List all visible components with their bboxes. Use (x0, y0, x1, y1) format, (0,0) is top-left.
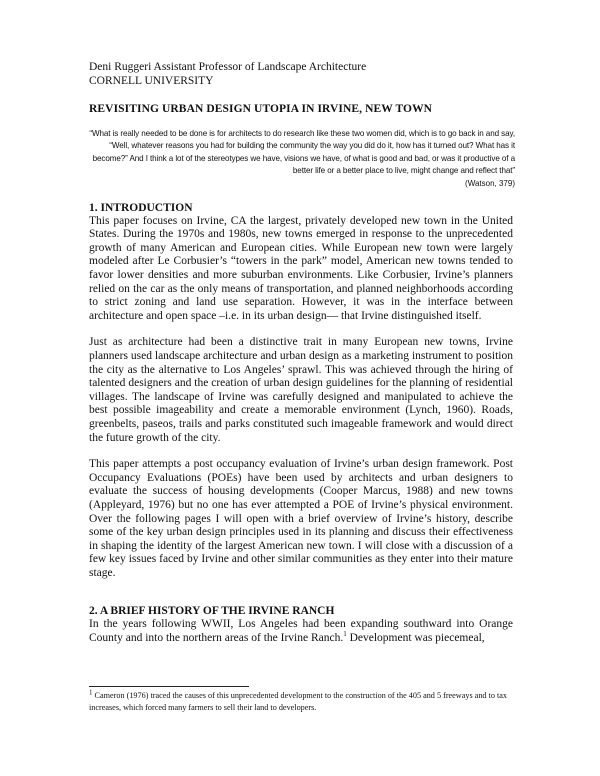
section-heading-introduction: 1. INTRODUCTION (89, 201, 193, 214)
paragraph: This paper focuses on Irvine, CA the largest, privately developed new town in the United States. During the 1970s and 1980s, new towns emerged in response to the unprecedented growth of many American and European cities. While European new town were largely modeled after Le Corbusier’s “towers in the park” model, American new towns tended to favor lower densities and more suburban environments. Like Corbusier, Irvine’s planners relied on the car as the only means of transportation, and planned neighborhoods according to strict zoning and land use separation. However, it was in the interface between architecture and open space –i.e. in its urban design— that Irvine distinguished itself. (89, 214, 513, 322)
paper-page (89, 60, 513, 646)
footnote-mark: 1 (89, 688, 93, 697)
paragraph (89, 618, 513, 645)
section-heading-history: 2. A BRIEF HISTORY OF THE IRVINE RANCH (89, 605, 335, 618)
paragraph-text: Development was piecemeal, (346, 632, 485, 645)
paper-title: REVISITING URBAN DESIGN UTOPIA IN IRVINE, NEW TOWN (89, 103, 433, 115)
epigraph-source: (Watson, 379) (465, 178, 515, 188)
paragraph: This paper attempts a post occupancy evaluation of Irvine’s urban design framework. Post Occupancy Evaluations (POEs) have been used by architects and urban designers to evaluate the success of housing developments (Cooper Marcus, 1988) and new towns (Appleyard, 1976) but no one has ever attempted a POE of Irvine’s physical environment. Over the following pages I will open with a brief overview of Irvine’s history, describe some of the key urban design principles used in its planning and discuss their effectiveness in shaping the identity of the largest American new town. I will close with a discussion of a few key issues faced by Irvine and other similar communities as they enter into their mature stage. (89, 458, 513, 579)
epigraph-quote: “What is really needed to be done is for architects to do research like these two women did, which is to go back in and say, “Well, whatever reasons you had for building the community the way you did do it, how has it turned out? What has it become?” And I think a lot of the stereotypes we have, visions we have, of what is good and bad, or was it productive of a better life or a better place to live, might change and reflect that” (89, 129, 515, 176)
footnote-reference[interactable]: 1 (343, 630, 347, 639)
author-line: Deni Ruggeri Assistant Professor of Landscape Architecture (89, 61, 367, 73)
affiliation-line: CORNELL UNIVERSITY (89, 75, 214, 87)
paragraph-text: In the years following WWII, Los Angeles had been expanding southward into Orange County and into the northern areas of the Irvine Ranch. (89, 618, 513, 645)
footnote (89, 690, 513, 713)
footnote-divider (89, 686, 249, 687)
paragraph: Just as architecture had been a distinctive trait in many European new towns, Irvine planners used landscape architecture and urban design as a marketing instrument to position the city as the alternative to Los Angeles’ sprawl. This was achieved through the hiring of talented designers and the creation of urban design guidelines for the planning of residential villages. The landscape of Irvine was carefully designed and manipulated to achieve the best possible imageability and create a memorable environment (Lynch, 1960). Roads, greenbelts, paseos, trails and parks constituted such imageable framework and would direct the future growth of the city. (89, 336, 513, 444)
footnote-text: Cameron (1976) traced the causes of this unprecedented development to the construction of the 405 and 5 freeways and to tax increases, which forced many farmers to sell their land to developers. (89, 691, 507, 712)
